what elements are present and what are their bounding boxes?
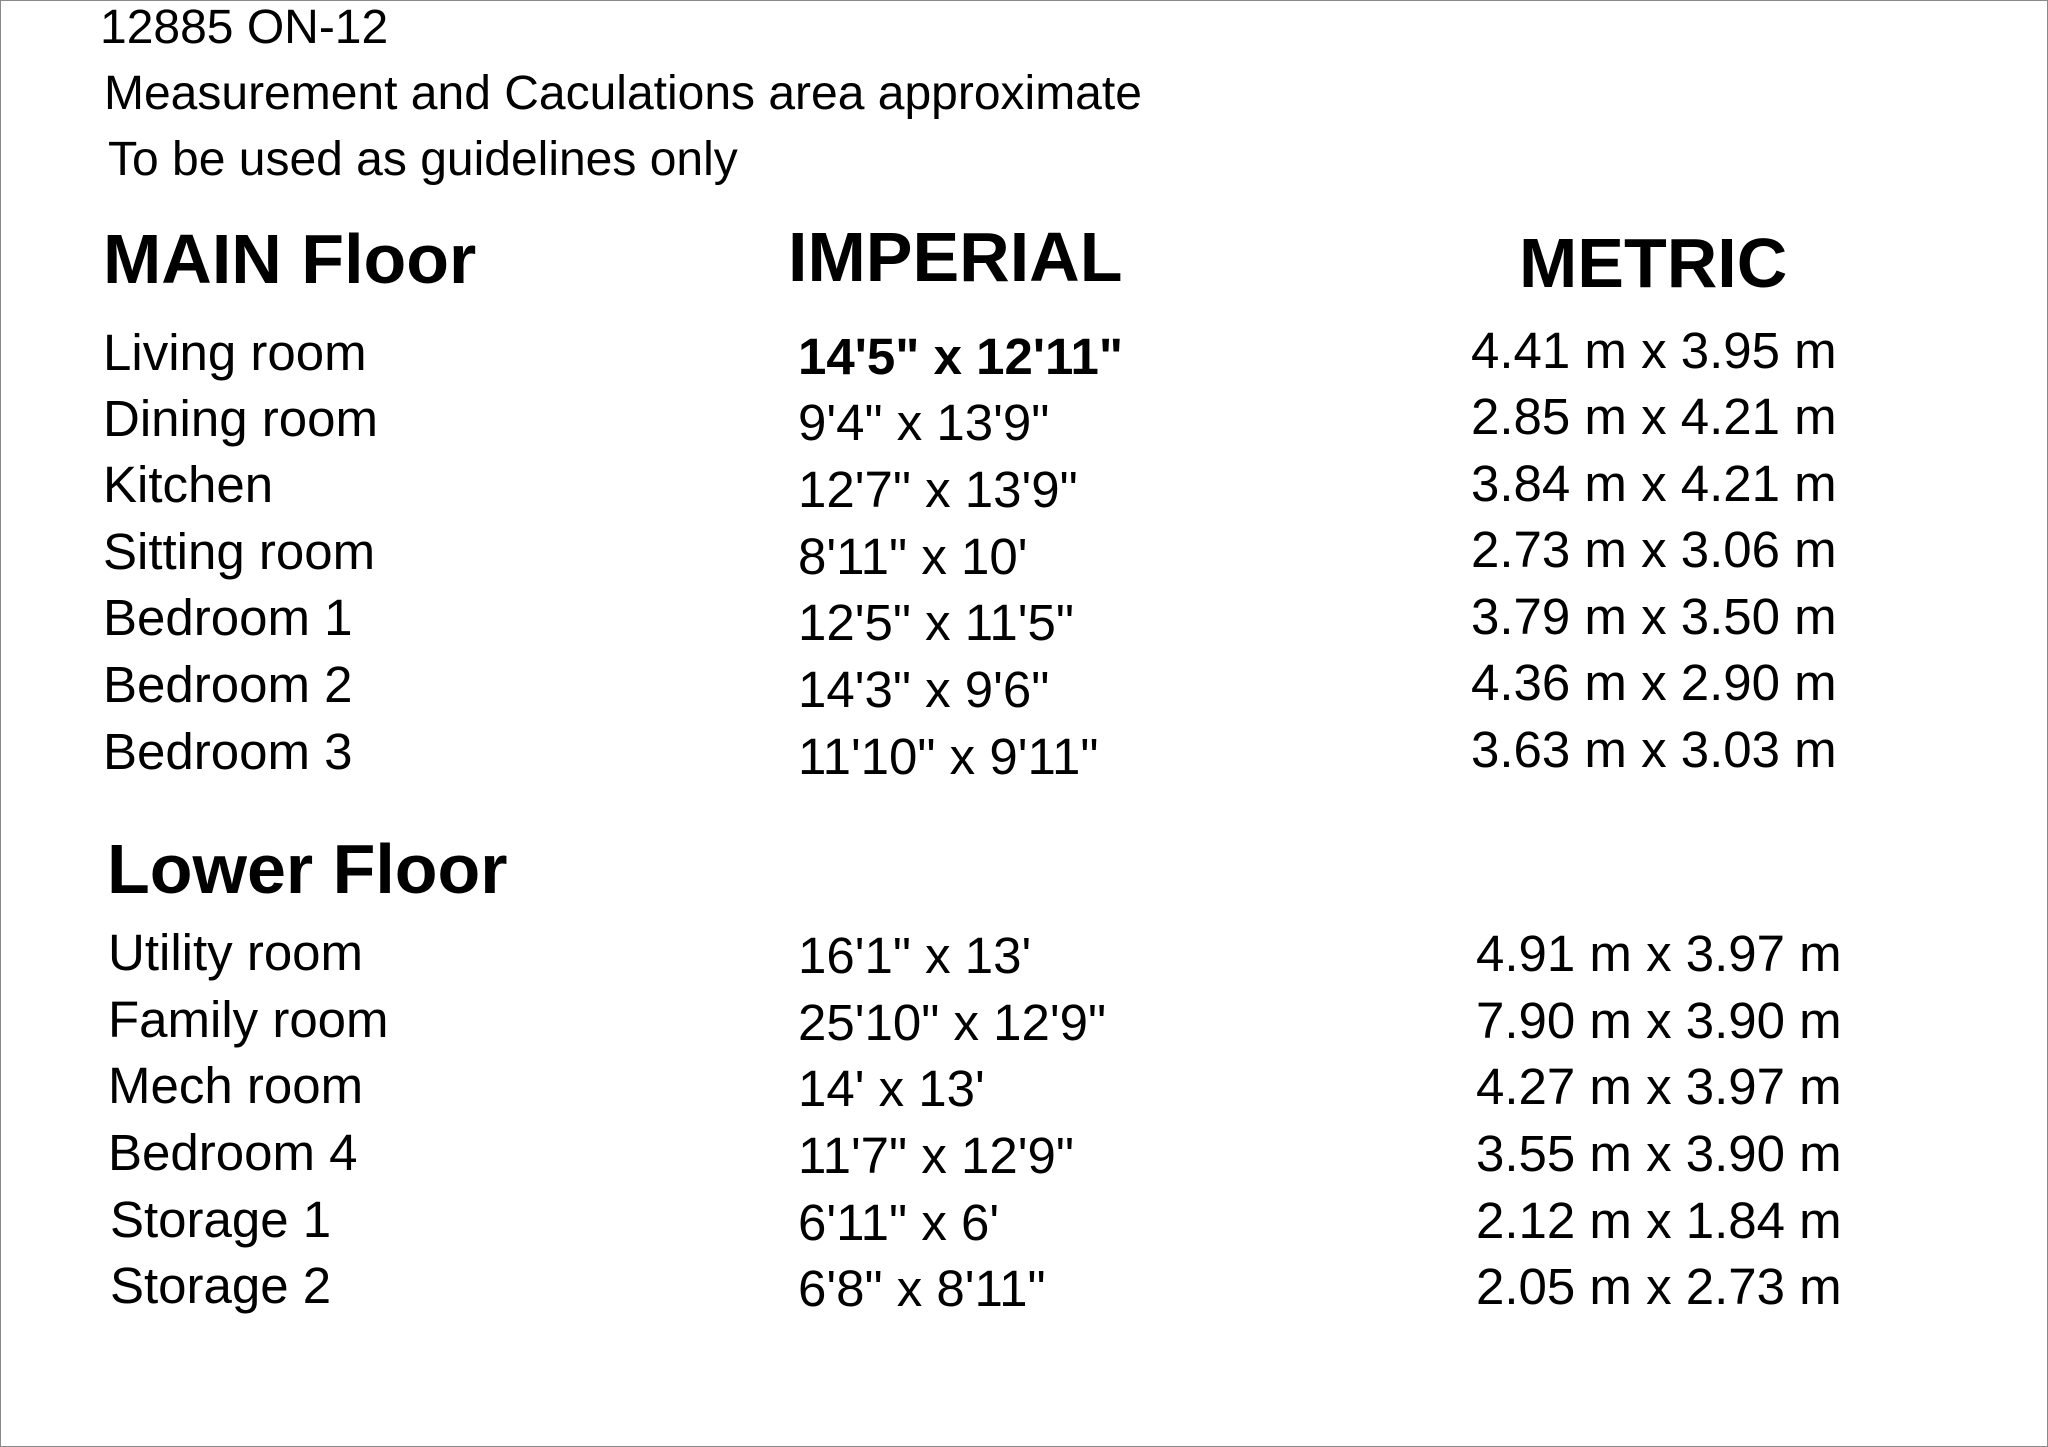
metric-dimension: 3.63 m x 3.03 m	[1471, 721, 1837, 778]
imperial-dimension: 14'3" x 9'6"	[798, 661, 1050, 718]
room-name: Living room	[103, 324, 367, 381]
metric-column-heading: METRIC	[1519, 224, 1788, 302]
room-name: Bedroom 4	[108, 1124, 358, 1181]
metric-dimension: 3.84 m x 4.21 m	[1471, 455, 1837, 512]
imperial-dimension: 11'7" x 12'9"	[798, 1127, 1074, 1184]
metric-dimension: 3.79 m x 3.50 m	[1471, 588, 1837, 645]
imperial-dimension: 11'10" x 9'11"	[798, 728, 1099, 785]
room-name: Kitchen	[103, 456, 274, 513]
imperial-dimension: 25'10" x 12'9"	[798, 994, 1107, 1051]
metric-dimension: 2.85 m x 4.21 m	[1471, 388, 1837, 445]
room-name: Sitting room	[103, 523, 376, 580]
imperial-column-heading: IMPERIAL	[788, 218, 1123, 296]
imperial-dimension: 6'8" x 8'11"	[798, 1260, 1046, 1317]
disclaimer-line-2: To be used as guidelines only	[108, 133, 738, 186]
room-name: Dining room	[103, 390, 378, 447]
metric-dimension: 2.73 m x 3.06 m	[1471, 521, 1837, 578]
room-name: Mech room	[108, 1057, 364, 1114]
room-name: Utility room	[108, 924, 364, 981]
imperial-dimension: 9'4" x 13'9"	[798, 394, 1050, 451]
metric-dimension: 4.41 m x 3.95 m	[1471, 322, 1837, 379]
main-floor-title: MAIN Floor	[103, 220, 477, 298]
metric-dimension: 4.27 m x 3.97 m	[1476, 1058, 1842, 1115]
metric-dimension: 2.05 m x 2.73 m	[1476, 1258, 1842, 1315]
lower-floor-title: Lower Floor	[107, 830, 508, 908]
metric-dimension: 4.36 m x 2.90 m	[1471, 654, 1837, 711]
metric-dimension: 3.55 m x 3.90 m	[1476, 1125, 1842, 1182]
imperial-dimension: 12'7" x 13'9"	[798, 461, 1078, 518]
imperial-dimension: 8'11" x 10'	[798, 528, 1028, 585]
imperial-dimension: 16'1" x 13'	[798, 927, 1032, 984]
room-name: Family room	[108, 991, 389, 1048]
imperial-dimension: 12'5" x 11'5"	[798, 594, 1074, 651]
property-address: 12885 ON-12	[100, 1, 389, 54]
room-name: Storage 1	[110, 1191, 332, 1248]
room-name: Storage 2	[110, 1257, 332, 1314]
metric-dimension: 7.90 m x 3.90 m	[1476, 992, 1842, 1049]
room-name: Bedroom 1	[103, 589, 353, 646]
metric-dimension: 4.91 m x 3.97 m	[1476, 925, 1842, 982]
metric-dimension: 2.12 m x 1.84 m	[1476, 1192, 1842, 1249]
imperial-dimension: 14'5" x 12'11"	[798, 328, 1124, 385]
room-name: Bedroom 3	[103, 723, 353, 780]
room-name: Bedroom 2	[103, 656, 353, 713]
imperial-dimension: 6'11" x 6'	[798, 1194, 1000, 1251]
disclaimer-line-1: Measurement and Caculations area approximate	[104, 67, 1142, 120]
imperial-dimension: 14' x 13'	[798, 1060, 985, 1117]
